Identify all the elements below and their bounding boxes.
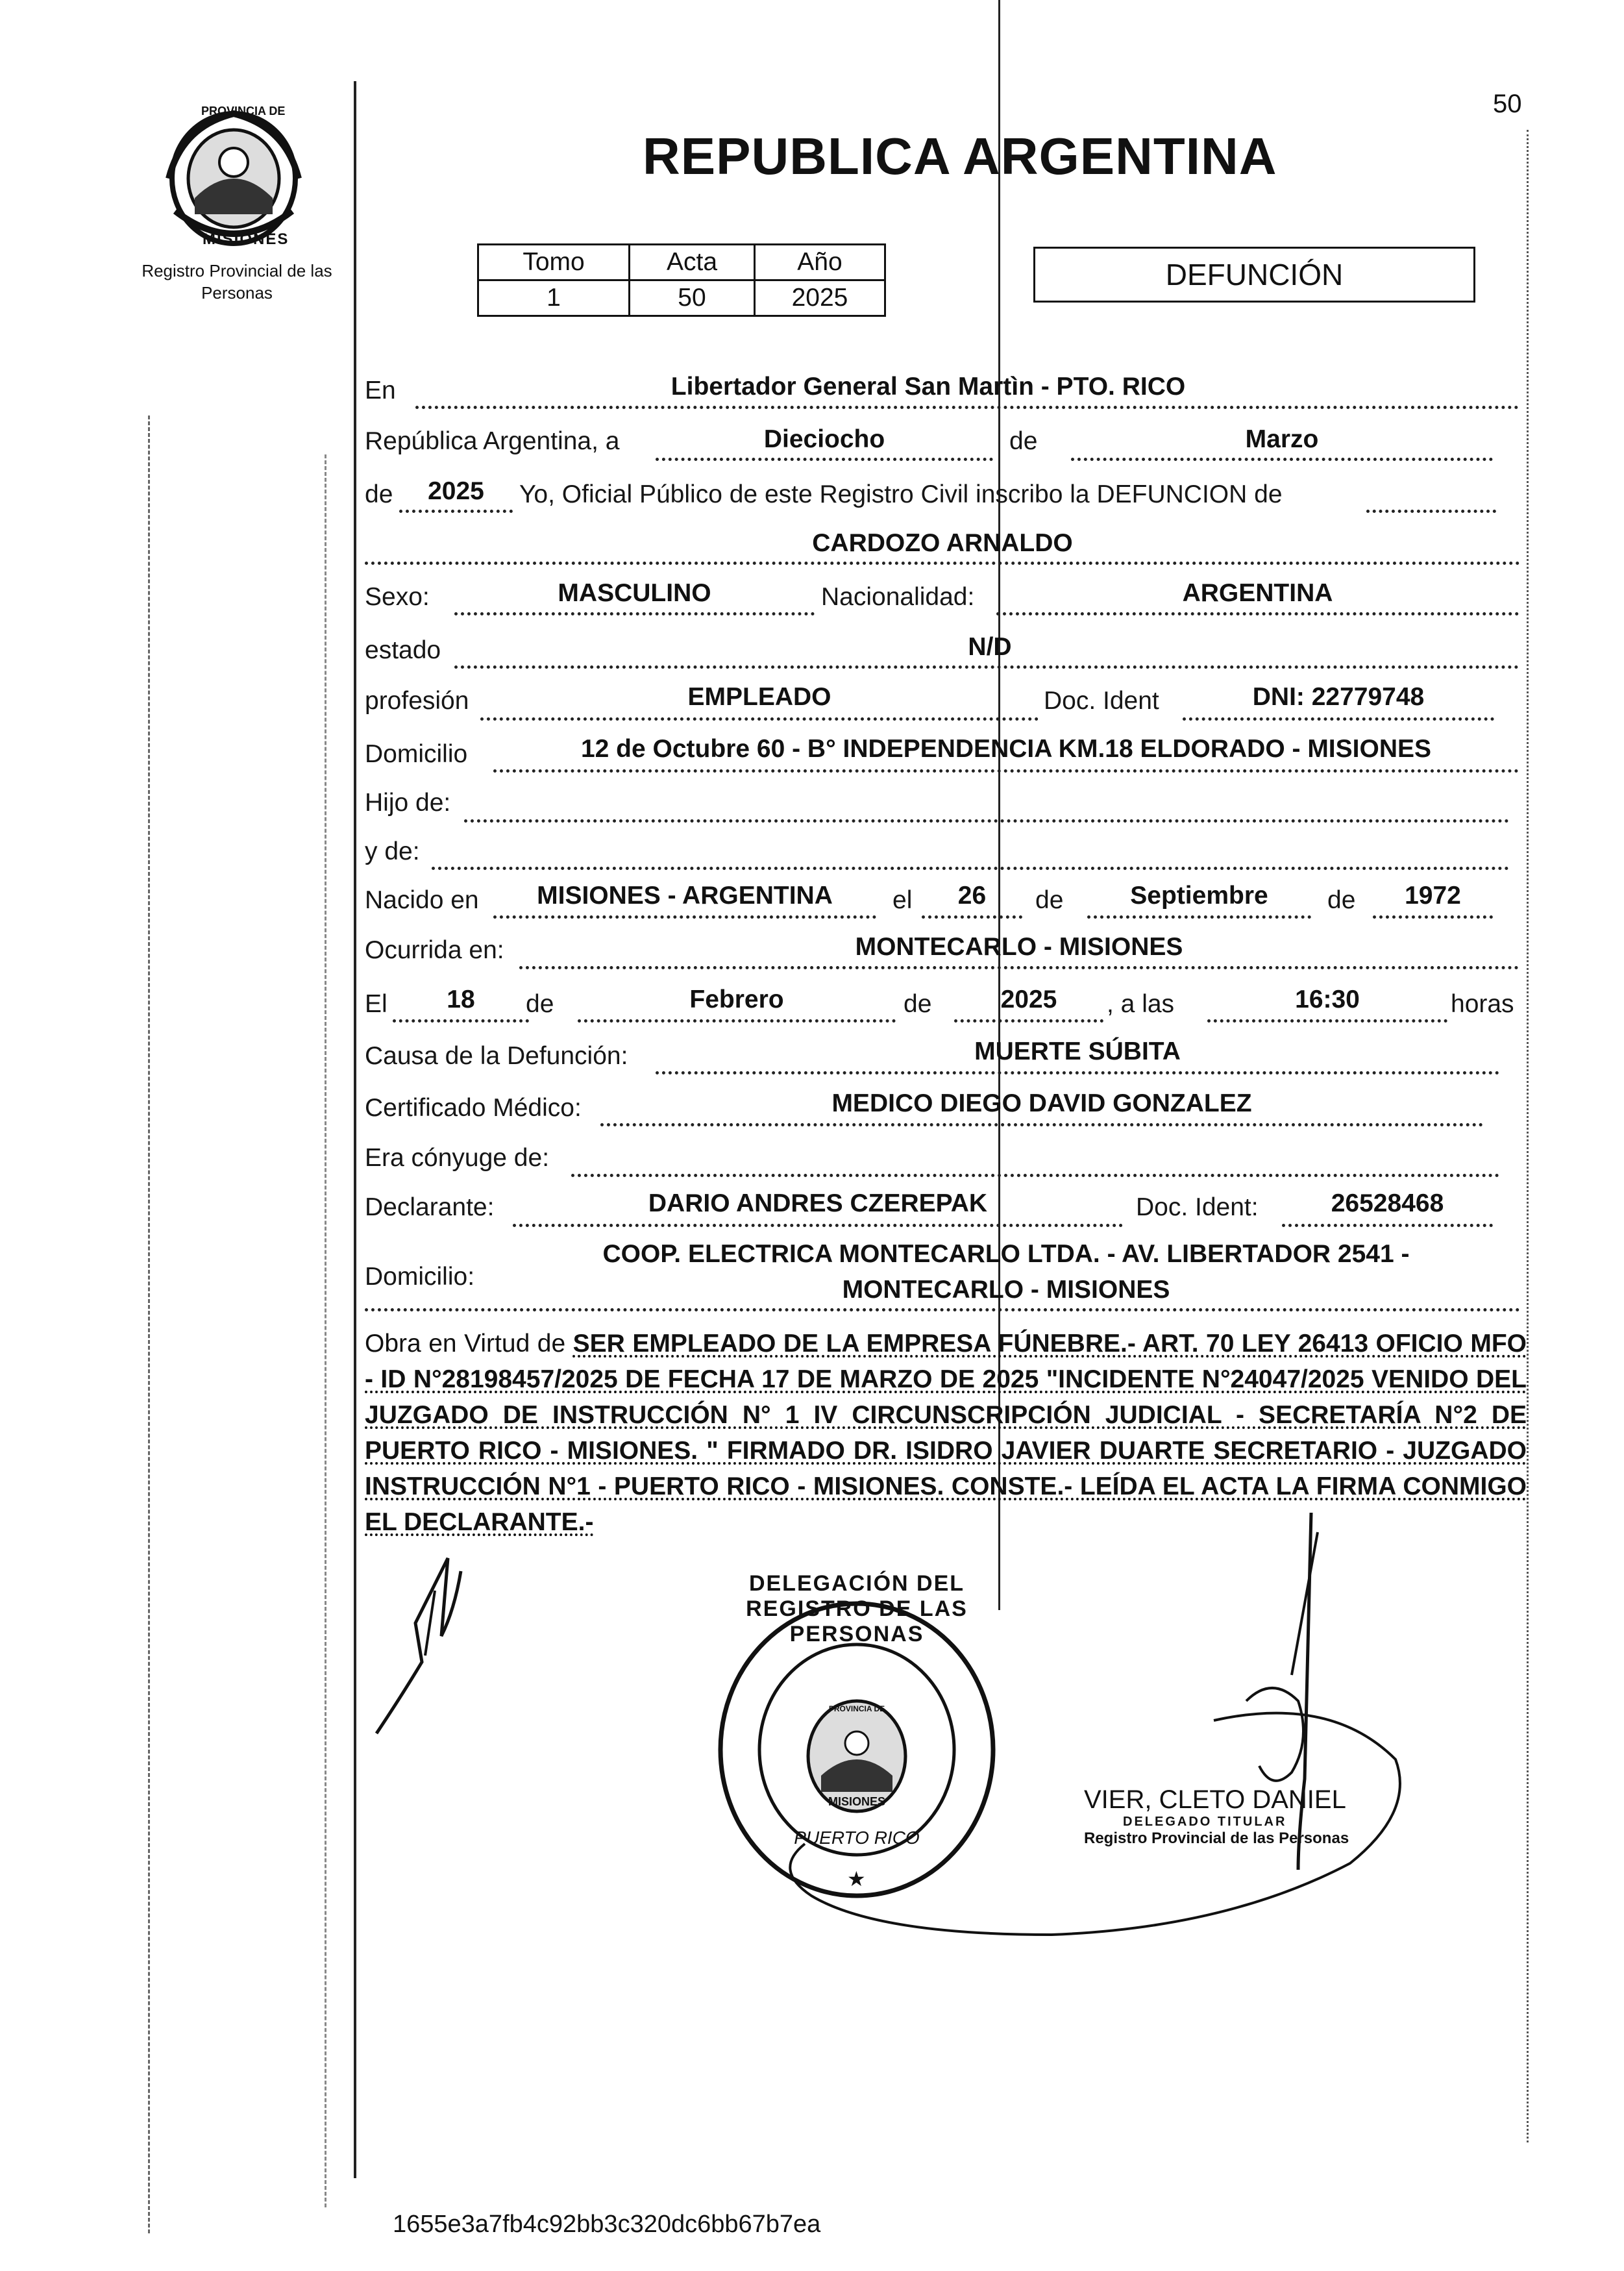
page-title: REPUBLICA ARGENTINA [643, 127, 1277, 185]
ocurrida-value: MONTECARLO - MISIONES [855, 933, 1183, 961]
year-value: 2025 [428, 477, 484, 505]
yo-text: Yo, Oficial Público de este Registro Civil inscribo la DEFUNCION de [519, 480, 1283, 508]
doc-value: DNI: 22779748 [1252, 683, 1425, 711]
official-org: Registro Provincial de las Personas [1084, 1830, 1349, 1847]
far-left-dash-line [148, 416, 150, 2233]
tomo-value: 1 [478, 280, 630, 316]
left-dash-line-2 [325, 454, 326, 2207]
conyuge-dots [571, 1174, 1499, 1177]
left-margin-line [354, 81, 356, 2178]
official-signature [746, 1506, 1428, 1948]
de-label: de [1009, 427, 1038, 455]
doc2-dots [1282, 1224, 1493, 1227]
ano-header: Año [755, 245, 885, 280]
sexo-dots [454, 612, 815, 615]
sexo-value: MASCULINO [558, 579, 711, 607]
death-year-dots [954, 1019, 1103, 1023]
profesion-value: EMPLEADO [687, 683, 831, 711]
deceased-name: CARDOZO ARNALDO [812, 529, 1073, 557]
estado-dots [454, 665, 1519, 669]
official-role: DELEGADO TITULAR [1123, 1815, 1287, 1829]
birth-year-dots [1373, 915, 1493, 919]
domicilio2-dots [365, 1308, 1520, 1311]
de3-label: de [1035, 886, 1064, 914]
certificado-value: MEDICO DIEGO DAVID GONZALEZ [831, 1089, 1252, 1117]
doc-label: Doc. Ident [1044, 687, 1159, 715]
de4-label: de [1327, 886, 1356, 914]
domicilio-label: Domicilio [365, 740, 468, 768]
acta-value: 50 [630, 280, 755, 316]
sexo-label: Sexo: [365, 583, 430, 611]
profesion-dots [480, 717, 1039, 721]
en-dots [415, 406, 1519, 409]
declarante-label: Declarante: [365, 1193, 495, 1221]
seal-center-bottom: MISIONES [828, 1795, 885, 1808]
obra-value: SER EMPLEADO DE LA EMPRESA FÚNEBRE.- ART. 70 LEY 26413 OFICIO MFO - ID N°28198457/2025 DE FECHA 17 DE MARZO DE 2025 "INCIDENTE N°24047/2025 VENIDO DEL JUZGADO DE INSTRUCCIÓN N° 1 IV CIRCUNSCRIPCIÓN JUDICIAL - SECRETARÍA N°2 DE PUERTO RICO - MISIONES. " FIRMADO DR. ISIDRO JAVIER DUARTE SECRETARIO - JUZGADO INSTRUCCIÓN N°1 - PUERTO RICO - MISIONES. CONSTE.- LEÍDA EL ACTA LA FIRMA CONMIGO EL DECLARANTE.- [365, 1330, 1527, 1536]
official-name: VIER, CLETO DANIEL [1084, 1785, 1346, 1814]
domicilio-dots [493, 769, 1519, 773]
month-value: Marzo [1245, 425, 1319, 453]
ocurrida-dots [519, 966, 1519, 969]
logo-bottom-text: MISIONES [203, 230, 289, 248]
estado-label: estado [365, 636, 441, 664]
nacionalidad-label: Nacionalidad: [821, 583, 975, 611]
day-value: Dieciocho [763, 425, 885, 453]
ocurrida-label: Ocurrida en: [365, 936, 504, 964]
nacionalidad-value: ARGENTINA [1182, 579, 1333, 607]
estado-value: N/D [968, 633, 1012, 661]
republica-label: República Argentina, a [365, 427, 620, 455]
month-dots [1071, 458, 1493, 461]
domicilio-value: 12 de Octubre 60 - B° INDEPENDENCIA KM.18 ELDORADO - MISIONES [580, 735, 1432, 763]
yde-label: y de: [365, 838, 420, 865]
birth-month: Septiembre [1130, 882, 1268, 910]
page-number: 50 [1493, 90, 1522, 118]
declarant-signature [363, 1545, 493, 1740]
causa-label: Causa de la Defunción: [365, 1042, 628, 1070]
causa-value: MUERTE SÚBITA [974, 1037, 1181, 1065]
act-type-box [1033, 247, 1475, 303]
certificado-dots [600, 1123, 1483, 1126]
death-month-dots [578, 1019, 896, 1023]
hijo-dots [464, 819, 1509, 823]
profesion-label: profesión [365, 687, 469, 715]
declarante-dots [513, 1224, 1123, 1227]
death-month: Febrero [689, 986, 784, 1013]
hijo-label: Hijo de: [365, 789, 451, 817]
death-day: 18 [447, 986, 475, 1013]
nacionalidad-dots [996, 612, 1519, 615]
tomo-header: Tomo [478, 245, 630, 280]
act-type: DEFUNCIÓN [1165, 258, 1344, 292]
el2-label: El [365, 990, 388, 1018]
en-value: Libertador General San Martìn - PTO. RICO [671, 373, 1186, 401]
domicilio2-label: Domicilio: [365, 1263, 475, 1291]
name-dots [365, 562, 1520, 565]
province-logo [156, 101, 312, 256]
death-year: 2025 [1000, 986, 1057, 1013]
yo-dots [1366, 510, 1496, 513]
right-margin-line [1527, 130, 1529, 2142]
seal-ring-text: DELEGACIÓN DEL REGISTRO DE LAS PERSONAS [746, 1571, 968, 1646]
year-dots [399, 510, 513, 513]
certificado-label: Certificado Médico: [365, 1094, 582, 1122]
de2-label: de [365, 480, 393, 508]
acta-header: Acta [630, 245, 755, 280]
day-dots [656, 458, 993, 461]
yde-dots [432, 867, 1509, 870]
causa-dots [656, 1071, 1499, 1074]
horas-label: horas [1451, 990, 1514, 1018]
seal-inner-text: PUERTO RICO [794, 1828, 920, 1848]
nacido-value: MISIONES - ARGENTINA [537, 882, 833, 910]
nacido-dots [493, 915, 876, 919]
de5-label: de [526, 990, 554, 1018]
de6-label: de [904, 990, 932, 1018]
birth-year: 1972 [1405, 882, 1461, 910]
doc2-value: 26528468 [1331, 1189, 1444, 1217]
domicilio2-line2: MONTECARLO - MISIONES [842, 1276, 1170, 1304]
seal-star-icon: ★ [847, 1867, 866, 1891]
nacido-label: Nacido en [365, 886, 479, 914]
birth-month-dots [1087, 915, 1311, 919]
domicilio2-line1: COOP. ELECTRICA MONTECARLO LTDA. - AV. LIBERTADOR 2541 - [602, 1240, 1410, 1268]
birth-day-dots [922, 915, 1022, 919]
ano-value: 2025 [755, 280, 885, 316]
el-label: el [892, 886, 913, 914]
tomo-acta-ano-table [477, 243, 886, 317]
doc2-label: Doc. Ident: [1136, 1193, 1259, 1221]
alas-label: , a las [1107, 990, 1175, 1018]
en-label: En [365, 377, 396, 404]
seal-center-top: PROVINCIA DE [828, 1704, 885, 1713]
obra-label: Obra en Virtud de [365, 1330, 566, 1358]
registry-label: Registro Provincial de las Personas [141, 261, 332, 303]
birth-day: 26 [957, 882, 987, 910]
death-day-dots [393, 1019, 529, 1023]
death-time: 16:30 [1295, 986, 1360, 1013]
conyuge-label: Era cónyuge de: [365, 1144, 550, 1172]
document-hash: 1655e3a7fb4c92bb3c320dc6bb67b7ea [393, 2211, 821, 2238]
death-time-dots [1207, 1019, 1447, 1023]
declarante-value: DARIO ANDRES CZEREPAK [648, 1189, 988, 1217]
doc-dots [1183, 717, 1494, 721]
logo-top-text: PROVINCIA DE [201, 105, 286, 118]
